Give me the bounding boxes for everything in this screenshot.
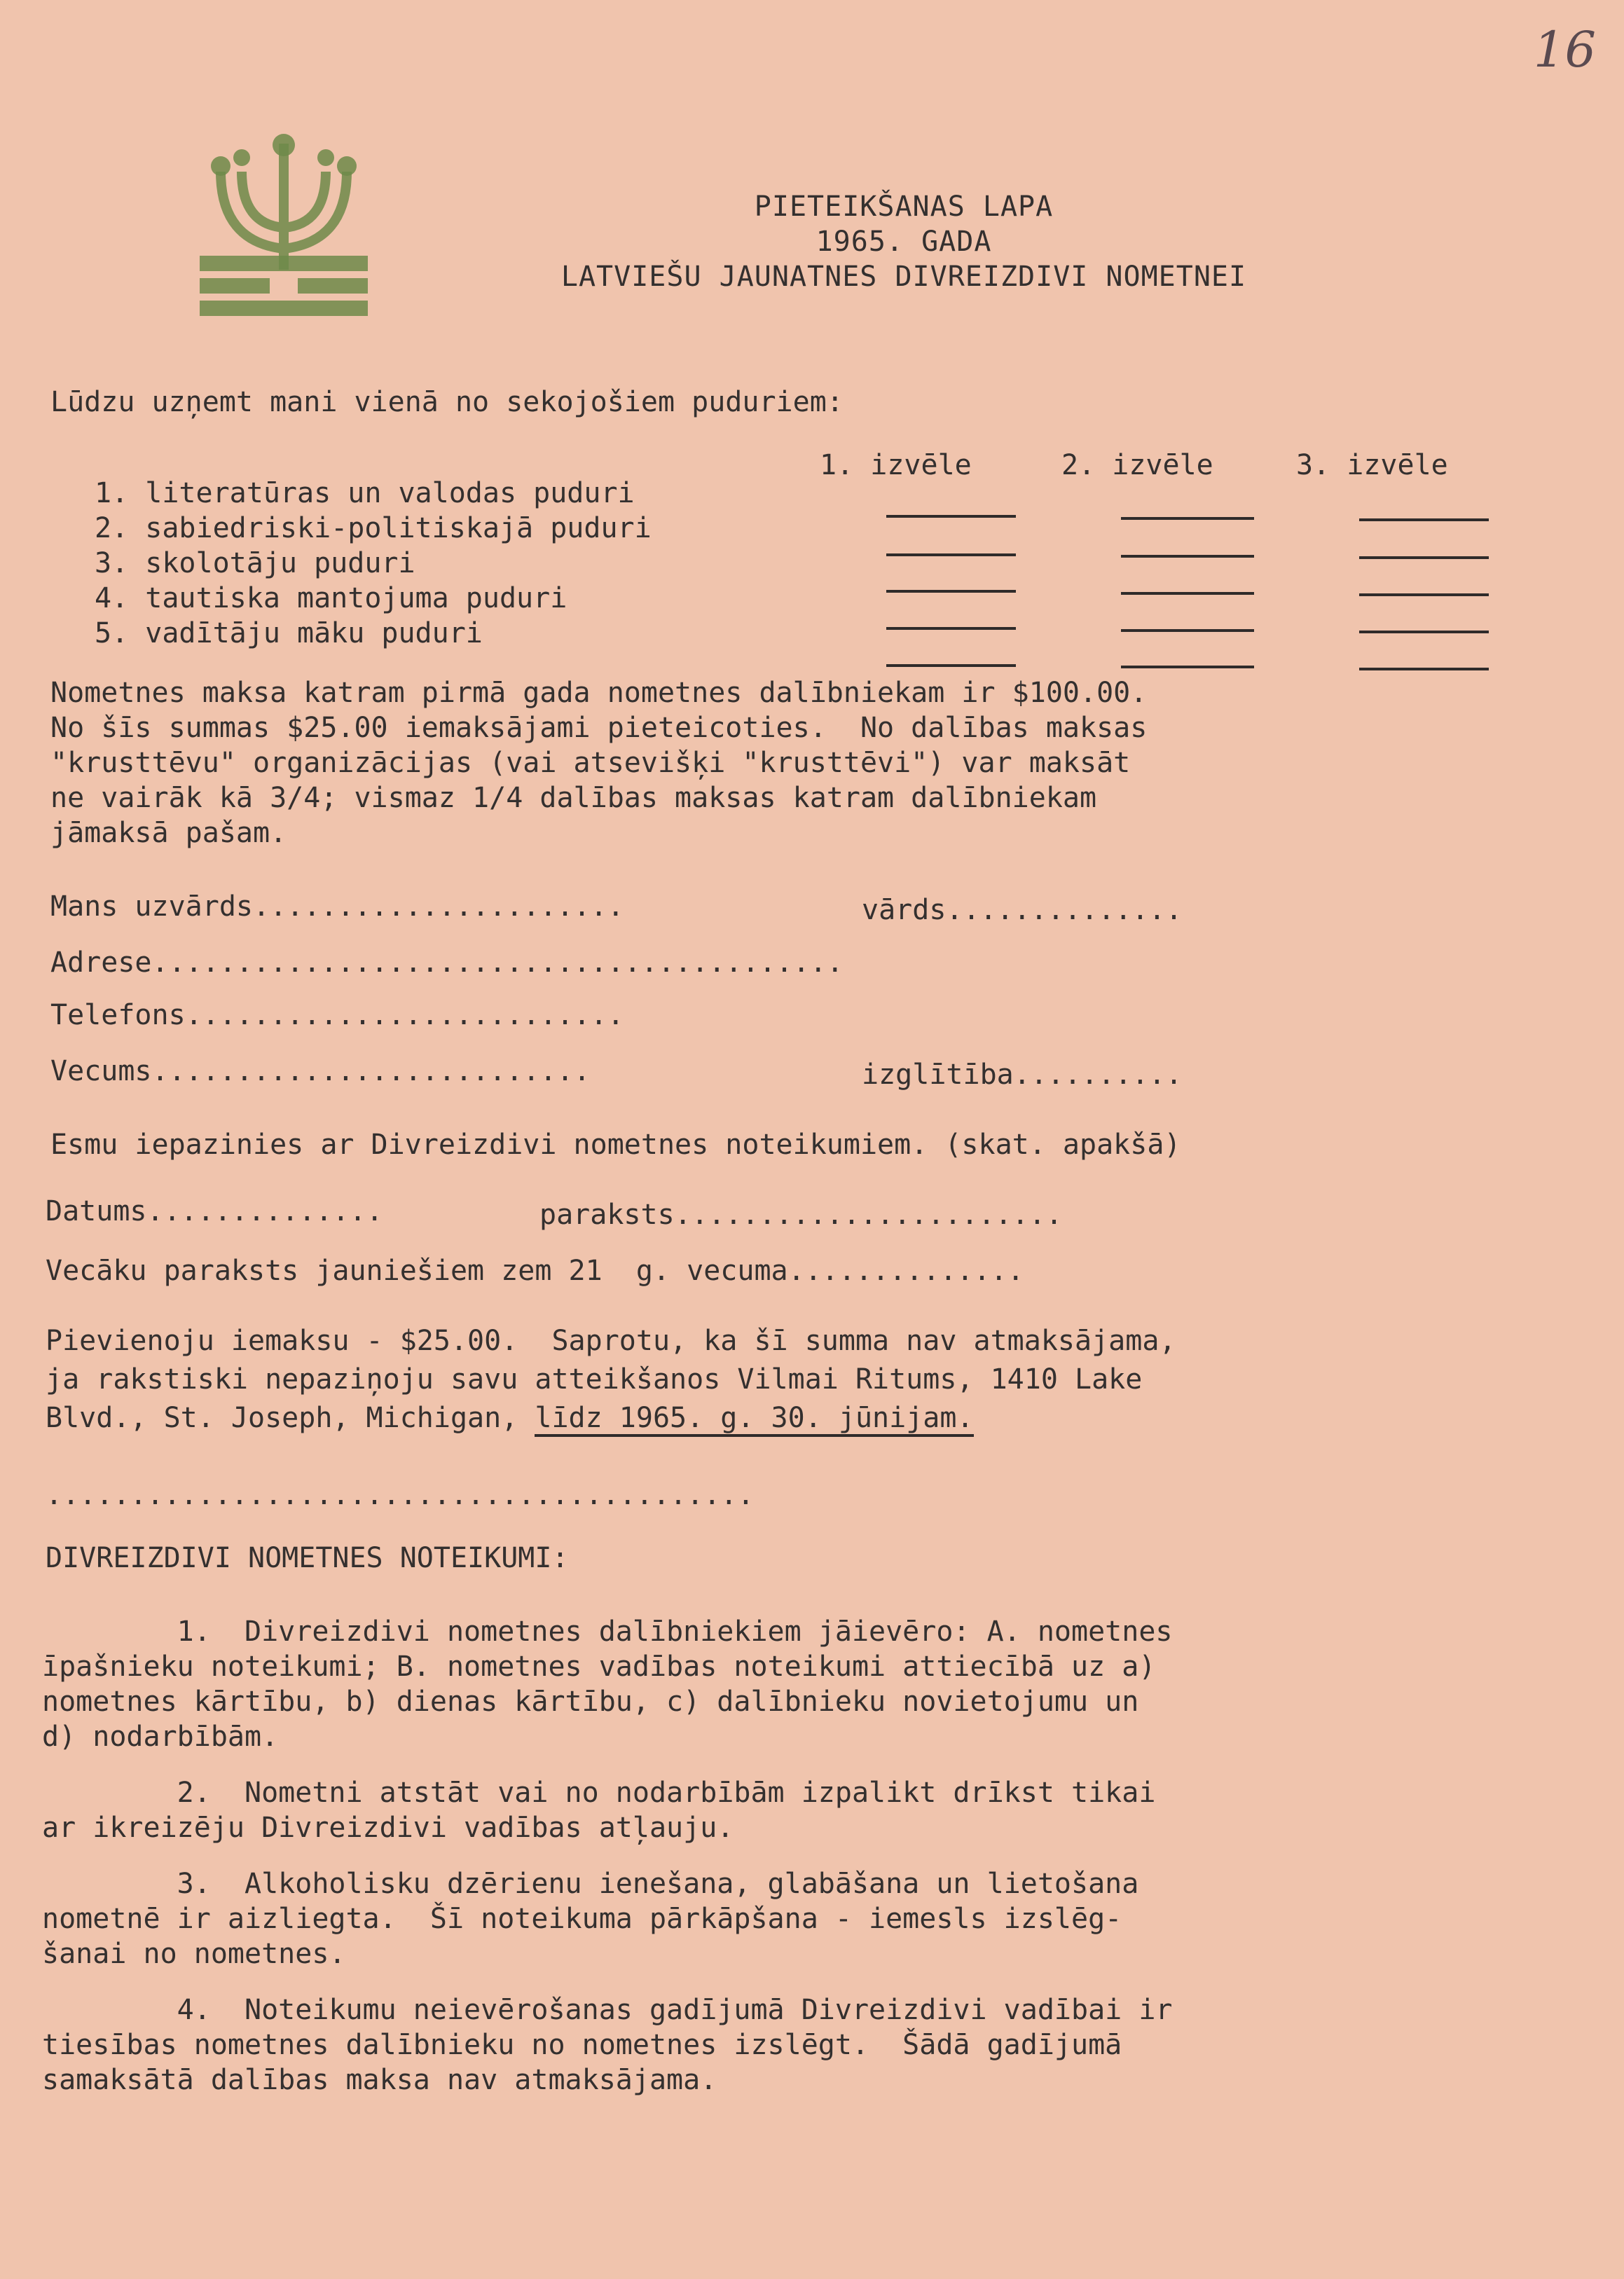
parent-signature-field[interactable]: Vecāku paraksts jauniešiem zem 21 g. vecuma..............: [46, 1255, 1024, 1287]
date-label: Datums: [46, 1195, 147, 1227]
choice-blank[interactable]: [1359, 593, 1489, 596]
education-field[interactable]: izglītība..........: [862, 1059, 1183, 1091]
choice-blank[interactable]: [1121, 666, 1254, 668]
group-option-1: 1. literatūras un valodas puduri: [95, 477, 635, 509]
choice-blank[interactable]: [1121, 555, 1254, 558]
fee-line-4: ne vairāk kā 3/4; vismaz 1/4 dalības maksas katram dalībniekam: [50, 782, 1097, 814]
education-label: izglītība: [862, 1059, 1014, 1091]
group-option-2: 2. sabiedriski-politiskajā puduri: [95, 512, 652, 544]
signature-label: paraksts: [539, 1199, 675, 1231]
phone-field[interactable]: Telefons..........................: [50, 999, 624, 1031]
choice-blank[interactable]: [886, 664, 1016, 667]
phone-label: Telefons: [50, 999, 186, 1031]
intro-text: Lūdzu uzņemt mani vienā no sekojošiem puduriem:: [50, 386, 844, 418]
rule-2-line-2: ar ikreizēju Divreizdivi vadības atļauju.: [42, 1812, 734, 1844]
payment-line-3: [46, 1401, 974, 1435]
rule-4-line-1: 4. Noteikumu neievērošanas gadījumā Divreizdivi vadībai ir: [42, 1994, 1173, 2026]
name-label: vārds: [862, 894, 947, 926]
address-label: Adrese: [50, 946, 152, 979]
fee-line-5: jāmaksā pašam.: [50, 817, 287, 849]
header-title: PIETEIKŠANAS LAPA: [754, 191, 1054, 223]
fee-line-2: No šīs summas $25.00 iemaksājami pieteicoties. No dalības maksas: [50, 712, 1148, 744]
payment-line-2: ja rakstiski nepaziņoju savu atteikšanos Vilmai Ritums, 1410 Lake: [46, 1363, 1143, 1396]
rules-title: DIVREIZDIVI NOMETNES NOTEIKUMI:: [46, 1542, 569, 1574]
choice-blank[interactable]: [886, 553, 1016, 556]
rule-3-line-2: nometnē ir aizliegta. Šī noteikuma pārkāpšana - iemesls izslēg-: [42, 1903, 1122, 1935]
header-camp-name: LATVIEŠU JAUNATNES DIVREIZDIVI NOMETNEI: [560, 261, 1247, 293]
date-field[interactable]: Datums..............: [46, 1195, 383, 1227]
choice-blank[interactable]: [1359, 556, 1489, 559]
fee-line-3: "krusttēvu" organizācijas (vai atsevišķi "krusttēvi") var maksāt: [50, 747, 1131, 779]
rule-1-line-4: d) nodarbībām.: [42, 1721, 279, 1753]
choice-blank[interactable]: [886, 590, 1016, 593]
choice-header-2: 2. izvēle: [1061, 449, 1213, 481]
parent-signature-label: Vecāku paraksts jauniešiem zem 21 g. vecuma: [46, 1255, 788, 1287]
address-field[interactable]: Adrese.........................................: [50, 946, 844, 979]
choice-blank[interactable]: [886, 515, 1016, 518]
rule-1-line-2: īpašnieku noteikumi; B. nometnes vadības noteikumi attiecībā uz a): [42, 1651, 1156, 1683]
header-year: 1965. GADA: [816, 226, 992, 258]
form-header: [392, 189, 1415, 294]
organization-stamp-logo: [200, 130, 368, 326]
choice-blank[interactable]: [1121, 517, 1254, 520]
payment-address: Blvd., St. Joseph, Michigan,: [46, 1402, 535, 1434]
payment-deadline: līdz 1965. g. 30. jūnijam.: [535, 1402, 973, 1437]
name-field[interactable]: vārds..............: [862, 894, 1183, 926]
rule-3-line-1: 3. Alkoholisku dzērienu ienešana, glabāšana un lietošana: [42, 1868, 1139, 1900]
rule-2-line-1: 2. Nometni atstāt vai no nodarbībām izpalikt drīkst tikai: [42, 1777, 1156, 1809]
choice-blank[interactable]: [1359, 518, 1489, 521]
rule-1-line-3: nometnes kārtību, b) dienas kārtību, c) dalībnieku novietojumu un: [42, 1686, 1139, 1718]
choice-header-3: 3. izvēle: [1296, 449, 1448, 481]
rule-4-line-3: samaksātā dalības maksa nav atmaksājama.: [42, 2064, 717, 2096]
surname-field[interactable]: Mans uzvārds......................: [50, 890, 624, 923]
acknowledgement-text: Esmu iepazinies ar Divreizdivi nometnes noteikumiem. (skat. apakšā): [50, 1129, 1181, 1161]
choice-blank[interactable]: [1121, 592, 1254, 595]
rule-4-line-2: tiesības nometnes dalībnieku no nometnes izslēgt. Šādā gadījumā: [42, 2029, 1122, 2061]
rule-3-line-3: šanai no nometnes.: [42, 1938, 346, 1970]
age-label: Vecums: [50, 1055, 152, 1087]
rule-1-line-1: 1. Divreizdivi nometnes dalībniekiem jāievēro: A. nometnes: [42, 1616, 1173, 1648]
page-number-handwritten: 16: [1533, 21, 1596, 78]
signature-field[interactable]: paraksts.......................: [539, 1199, 1063, 1231]
choice-blank[interactable]: [1121, 629, 1254, 632]
choice-header-1: 1. izvēle: [820, 449, 972, 481]
choice-blank[interactable]: [1359, 668, 1489, 670]
choice-blank[interactable]: [886, 627, 1016, 630]
group-option-3: 3. skolotāju puduri: [95, 547, 415, 579]
cut-line-separator: ..........................................: [46, 1479, 755, 1511]
age-field[interactable]: Vecums..........................: [50, 1055, 591, 1087]
group-option-4: 4. tautiska mantojuma puduri: [95, 582, 567, 614]
surname-label: Mans uzvārds: [50, 890, 253, 923]
fee-line-1: Nometnes maksa katram pirmā gada nometnes dalībniekam ir $100.00.: [50, 677, 1148, 709]
payment-line-1: Pievienoju iemaksu - $25.00. Saprotu, ka šī summa nav atmaksājama,: [46, 1325, 1176, 1357]
group-option-5: 5. vadītāju māku puduri: [95, 617, 483, 649]
choice-blank[interactable]: [1359, 631, 1489, 633]
